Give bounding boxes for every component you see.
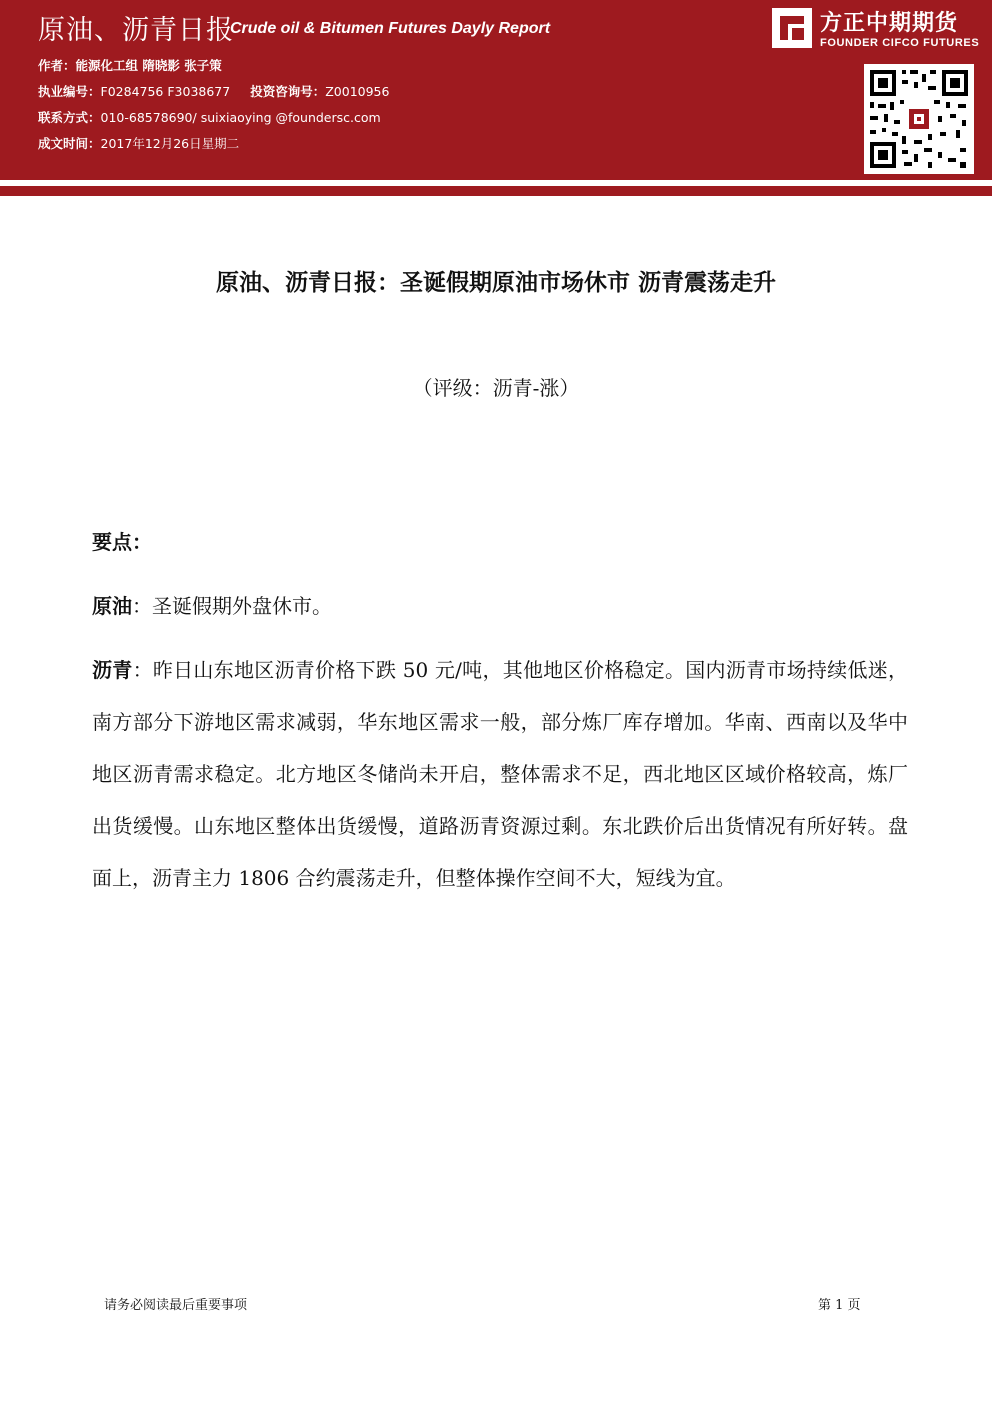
company-logo (772, 6, 984, 54)
company-name-en: FOUNDER CIFCO FUTURES (820, 37, 980, 49)
license-label: 执业编号： (38, 84, 101, 99)
bitumen-text: ：昨日山东地区沥青价格下跌 50 元/吨，其他地区价格稳定。国内沥青市场持续低迷，南方部分下游地区需求减弱，华东地区需求一般，部分炼厂库存增加。华南、西南以及华中地区沥青需求稳定。北方地区冬储尚未开启，整体需求不足，西北地区区域价格较高，炼厂出货缓慢。山东地区整体出货缓慢，道路沥青资源过剩。东北跌价后出货情况有所好转。盘面上，沥青主力 1806 合约震荡走升，但整体操作空间不大，短线为宜。 (92, 658, 909, 890)
contact-label: 联系方式： (38, 110, 101, 125)
footer-notice: 请务必阅读最后重要事项 (104, 1298, 248, 1313)
contact-value: 010-68578690/ suixiaoying @foundersc.com (100, 110, 381, 125)
report-series-title-en: Crude oil & Bitumen Futures Dayly Report (230, 20, 551, 37)
author-label: 作者： (38, 58, 76, 73)
report-title: 原油、沥青日报：圣诞假期原油市场休市 沥青震荡走升 (215, 270, 776, 296)
report-rating: （评级：沥青-涨） (412, 376, 580, 400)
contact-line (38, 108, 381, 126)
crude-oil-label: 原油 (92, 594, 132, 618)
report-header (0, 0, 992, 180)
license-line (38, 82, 389, 100)
date-line (38, 134, 239, 152)
bitumen-section (92, 644, 908, 904)
date-label: 成文时间： (38, 136, 101, 151)
author-value: 能源化工组 隋晓影 张子策 (75, 58, 222, 73)
advisory-label: 投资咨询号： (250, 84, 326, 99)
report-series-title: 原油、沥青日报 (38, 15, 234, 46)
license-value: F0284756 F3038677 (100, 84, 231, 99)
founder-logo-icon (772, 8, 812, 48)
crude-oil-text: ：圣诞假期外盘休市。 (132, 594, 332, 618)
header-divider (0, 186, 992, 196)
key-points-heading (92, 516, 908, 568)
page-number: 第 1 页 (818, 1298, 861, 1313)
qr-code-icon (864, 64, 974, 174)
crude-oil-section (92, 580, 908, 632)
date-value: 2017年12月26日星期二 (100, 136, 240, 151)
author-line (38, 56, 222, 74)
bitumen-label: 沥青 (92, 658, 133, 682)
company-name-cn: 方正中期期货 (820, 11, 959, 36)
advisory-value: Z0010956 (325, 84, 390, 99)
key-points-label: 要点： (92, 530, 152, 554)
